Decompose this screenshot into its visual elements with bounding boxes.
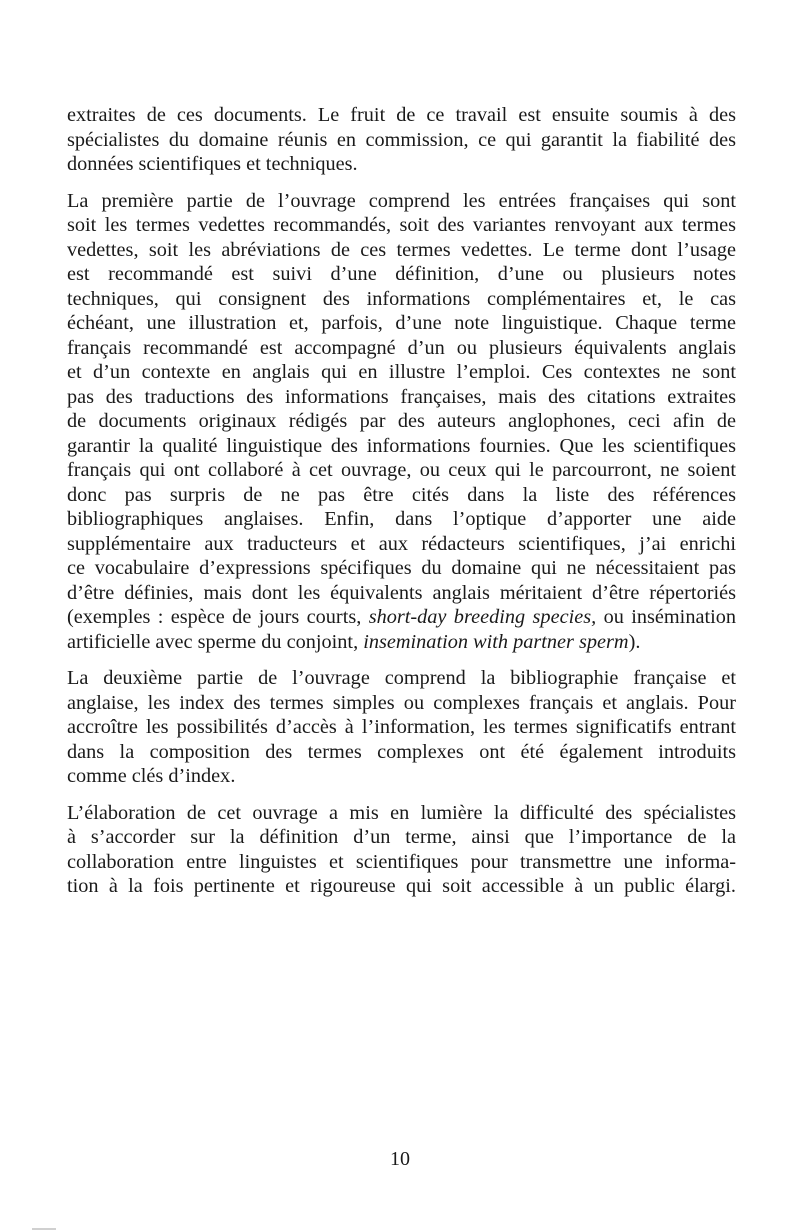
text-line: L’élaboration de cet ouvrage a mis en lumière la difficulté des spécialistes xyxy=(67,801,736,824)
text-line: techniques, qui consignent des informations complémentaires et, le cas xyxy=(67,287,736,310)
text-line: donc pas surpris de ne pas être cités dans la liste des références xyxy=(67,483,736,506)
page-number: 10 xyxy=(390,1148,410,1170)
italic-english-term: insemination with partner sperm xyxy=(363,630,629,653)
text-line: garantir la qualité linguistique des informations fournies. Que les scientifiques xyxy=(67,434,736,457)
text-line: comme clés d’index. xyxy=(67,765,236,787)
text-line: extraites de ces documents. Le fruit de ce travail est ensuite soumis à des xyxy=(67,104,736,126)
text-line: français qui ont collaboré à cet ouvrage, ou ceux qui le parcourront, ne soient xyxy=(67,459,736,481)
text-line: et d’un contexte en anglais qui en illustre l’emploi. Ces contextes ne sont xyxy=(67,361,736,383)
text-line: ce vocabulaire d’expressions spécifiques du domaine qui ne nécessitaient pas xyxy=(67,557,736,579)
text-line: accroître les possibilités d’accès à l’information, les termes significatifs entrant xyxy=(67,716,736,738)
text-line-with-italic xyxy=(67,630,736,655)
text-line: La deuxième partie de l’ouvrage comprend la bibliographie française et xyxy=(67,667,736,689)
scan-artifact xyxy=(32,1228,56,1230)
text-segment: ). xyxy=(628,630,641,653)
text-line: supplémentaire aux traducteurs et aux rédacteurs scientifiques, j’ai enrichi xyxy=(67,532,736,555)
text-line: données scientifiques et techniques. xyxy=(67,153,358,175)
text-line: à s’accorder sur la définition d’un terme, ainsi que l’importance de la xyxy=(67,826,736,848)
text-line: anglaise, les index des termes simples ou complexes français et anglais. Pour xyxy=(67,691,736,714)
text-line: dans la composition des termes complexes ont été également introduits xyxy=(67,740,736,763)
text-line: pas des traductions des informations françaises, mais des citations extraites xyxy=(67,385,736,408)
text-line: échéant, une illustration et, parfois, d’une note linguistique. Chaque terme xyxy=(67,312,736,334)
text-line: soit les termes vedettes recommandés, soit des variantes renvoyant aux termes xyxy=(67,214,736,236)
text-segment: ou insémination xyxy=(596,606,737,628)
document-body xyxy=(67,103,736,911)
paragraph-1 xyxy=(67,103,736,177)
text-line: tion à la fois pertinente et rigoureuse qui soit accessible à un public élargi. xyxy=(67,875,736,897)
text-segment: artificielle avec sperme du conjoint, xyxy=(67,630,364,653)
paragraph-4 xyxy=(67,801,736,899)
text-line: de documents originaux rédigés par des auteurs anglophones, ceci afin de xyxy=(67,410,736,432)
paragraph-3 xyxy=(67,666,736,789)
text-line: spécialistes du domaine réunis en commission, ce qui garantit la fiabilité des xyxy=(67,128,736,151)
text-line: collaboration entre linguistes et scientifiques pour transmettre une informa- xyxy=(67,850,736,873)
text-line-with-italic xyxy=(67,605,736,630)
italic-english-term: short-day breeding species, xyxy=(368,606,597,628)
text-segment: (exemples : espèce de jours courts, xyxy=(67,606,369,628)
text-line: vedettes, soit les abréviations de ces termes vedettes. Le terme dont l’usage xyxy=(67,238,736,261)
text-line: d’être définies, mais dont les équivalents anglais méritaient d’être répertoriés xyxy=(67,581,736,604)
text-line: bibliographiques anglaises. Enfin, dans l’optique d’apporter une aide xyxy=(67,508,736,530)
text-line: est recommandé est suivi d’une définition, d’une ou plusieurs notes xyxy=(67,263,736,285)
text-line: français recommandé est accompagné d’un ou plusieurs équivalents anglais xyxy=(67,336,736,359)
paragraph-2 xyxy=(67,189,736,655)
text-line: La première partie de l’ouvrage comprend les entrées françaises qui sont xyxy=(67,189,736,212)
